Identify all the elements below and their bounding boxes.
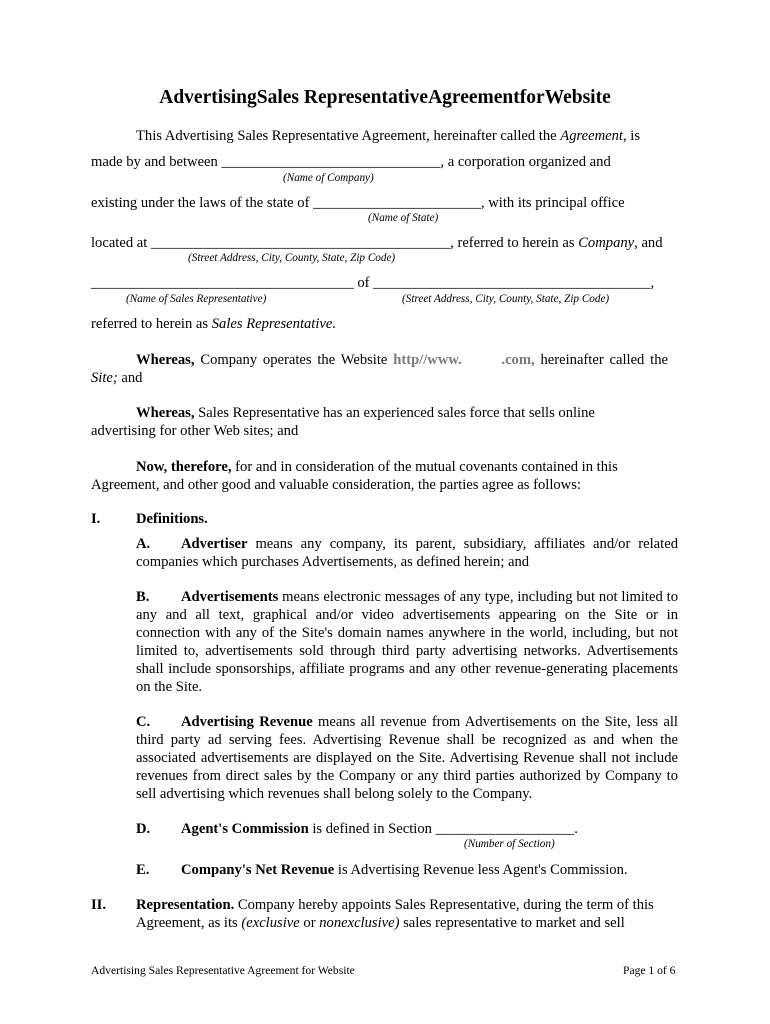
- intro-text: This Advertising Sales Representative Agreement, hereinafter called the: [136, 128, 557, 144]
- whereas-label: Whereas,: [136, 352, 195, 368]
- definition-c: [136, 713, 678, 803]
- sales-rep-name-blank[interactable]: ____________________________________: [91, 275, 354, 291]
- website-url-suffix: .com,: [501, 352, 535, 368]
- intro-line-4: [91, 234, 663, 252]
- definition-d: [181, 820, 578, 838]
- whereas-text: Company operates the Website: [200, 352, 388, 368]
- definition-e-term: Company's Net Revenue: [181, 862, 335, 878]
- whereas-2-line-1: [136, 404, 595, 422]
- intro-text: located at: [91, 235, 148, 251]
- definition-d-text: .: [574, 821, 578, 837]
- sales-rep-address-blank[interactable]: ______________________________________: [373, 275, 651, 291]
- whereas-text: hereinafter called the: [540, 352, 668, 368]
- definition-a-text: means any company, its parent, subsidiary, affiliates and/or related companies which purchases Advertisements, as defined herein; and: [136, 536, 678, 570]
- company-address-blank[interactable]: _________________________________________: [150, 235, 451, 251]
- intro-text: ,: [650, 275, 655, 291]
- definition-d-letter: D.: [136, 821, 151, 837]
- company-address-caption: (Street Address, City, County, State, Zip Code): [188, 252, 396, 264]
- definition-d-text: is defined in Section: [312, 821, 432, 837]
- section-2-line-1: [136, 896, 654, 914]
- definition-e-letter: E.: [136, 862, 150, 878]
- intro-text: of: [357, 275, 370, 291]
- intro-text: , with its principal office: [480, 195, 625, 211]
- now-therefore-line-1: [136, 458, 618, 476]
- footer-page-number: Page 1 of 6: [623, 964, 676, 977]
- exclusive-option: (exclusive: [241, 915, 300, 931]
- section-2-text: Agreement, as its: [136, 915, 238, 931]
- definition-b-letter: B.: [136, 589, 150, 605]
- section-2-text: or: [303, 915, 316, 931]
- whereas-2-line-2: advertising for other Web sites; and: [91, 423, 299, 439]
- sales-rep-name-caption: (Name of Sales Representative): [126, 293, 267, 305]
- definition-e: [181, 861, 628, 879]
- definition-c-letter: C.: [136, 714, 151, 730]
- section-2-text: Company hereby appoints Sales Representative, during the term of this: [237, 897, 654, 913]
- definition-c-term: Advertising Revenue: [181, 714, 313, 730]
- whereas-text: Sales Representative has an experienced sales force that sells online: [198, 405, 595, 421]
- section-1-number: I.: [91, 511, 101, 527]
- nonexclusive-option: nonexclusive): [319, 915, 400, 931]
- definition-b-term: Advertisements: [181, 589, 279, 605]
- whereas-label: Whereas,: [136, 405, 195, 421]
- definition-c-text: means all revenue from Advertisements on the Site, less all third party ad serving fees. Advertising Revenue shall be recognized as and when the associated advertisements are displayed on the Site. Advertising Revenue shall not include revenues from direct sales by the Company or any third parties authorized by Company to sell advertising which revenues shall belong solely to the Company.: [136, 714, 678, 802]
- company-term: Company: [578, 235, 635, 251]
- intro-text: existing under the laws of the state of: [91, 195, 310, 211]
- state-caption: (Name of State): [368, 212, 439, 224]
- intro-line-5: [91, 274, 654, 292]
- agreement-term: Agreement: [560, 128, 623, 144]
- intro-line-1: [136, 127, 640, 145]
- section-number-blank[interactable]: ___________________: [435, 821, 575, 837]
- now-therefore-line-2: Agreement, and other good and valuable consideration, the parties agree as follows:: [91, 477, 581, 493]
- intro-line-6: [91, 315, 336, 333]
- now-therefore-label: Now, therefore,: [136, 459, 232, 475]
- definition-a-term: Advertiser: [181, 536, 248, 552]
- intro-text: , a corporation organized and: [440, 154, 611, 170]
- state-blank[interactable]: _______________________: [313, 195, 481, 211]
- section-2-line-2: [136, 914, 625, 932]
- definition-b: [136, 588, 678, 696]
- intro-text: referred to herein as: [91, 316, 209, 332]
- intro-text: , referred to herein as: [450, 235, 575, 251]
- definition-b-text: means electronic messages of any type, including but not limited to any and all text, graphical and/or video advertisements appearing on the Site or in connection with any of the Site's domain names anywhere in the world, including, but not limited to, advertisements sold through third party advertising networks. Advertisements shall include sponsorships, affiliate programs and any other revenue-generating placements on the Site.: [136, 589, 678, 695]
- company-name-blank[interactable]: ______________________________: [221, 154, 441, 170]
- whereas-1-line-1: [136, 351, 668, 369]
- site-term: Site;: [91, 370, 118, 386]
- section-2-heading: Representation.: [136, 897, 235, 913]
- definition-a-letter: A.: [136, 536, 151, 552]
- definition-d-term: Agent's Commission: [181, 821, 309, 837]
- intro-line-2: [91, 153, 611, 171]
- company-name-caption: (Name of Company): [283, 172, 374, 184]
- intro-text: made by and between: [91, 154, 218, 170]
- definition-e-text: is Advertising Revenue less Agent's Commission.: [337, 862, 628, 878]
- intro-text: , and: [634, 235, 663, 251]
- intro-line-3: [91, 194, 625, 212]
- website-url-prefix: http//www.: [393, 352, 462, 368]
- definition-a: [136, 535, 678, 571]
- now-therefore-text: for and in consideration of the mutual covenants contained in this: [235, 459, 618, 475]
- whereas-text: and: [121, 370, 143, 386]
- document-title: AdvertisingSales RepresentativeAgreementforWebsite: [159, 87, 611, 108]
- sales-rep-address-caption: (Street Address, City, County, State, Zip Code): [402, 293, 610, 305]
- sales-rep-term: Sales Representative.: [211, 316, 337, 332]
- section-2-text: sales representative to market and sell: [403, 915, 625, 931]
- section-1-heading: Definitions.: [136, 511, 208, 527]
- intro-text: , is: [622, 128, 640, 144]
- section-2-number: II.: [91, 897, 107, 913]
- footer-document-name: Advertising Sales Representative Agreement for Website: [91, 964, 355, 977]
- whereas-1-line-2: [91, 369, 142, 387]
- section-number-caption: (Number of Section): [464, 838, 555, 850]
